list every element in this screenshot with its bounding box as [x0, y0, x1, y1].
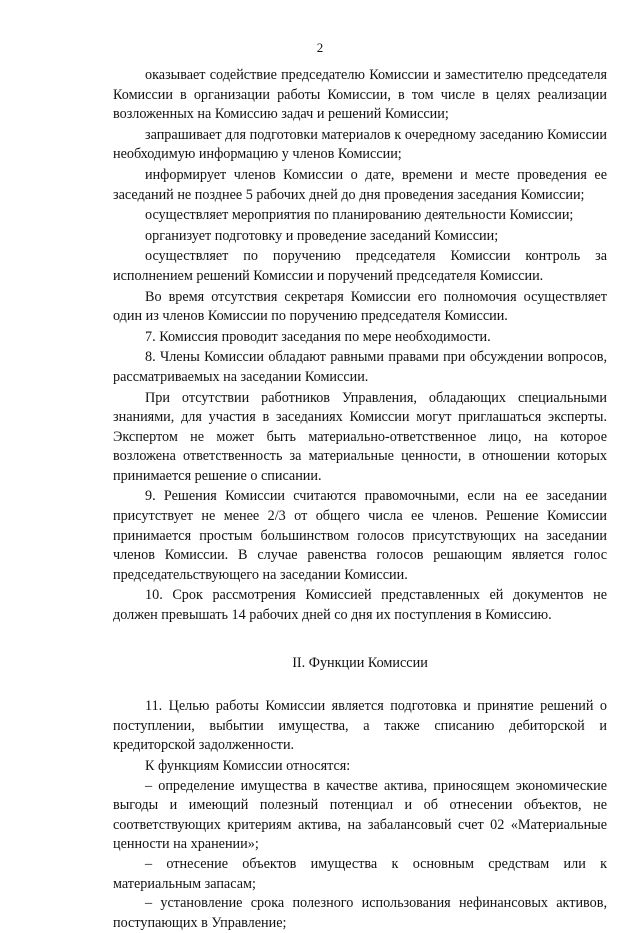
paragraph: 7. Комиссия проводит заседания по мере необходимости.: [145, 328, 491, 345]
paragraph: 10. Срок рассмотрения Комиссией представленных ей документов не должен превышать 14 рабочих дней со дня их поступления в Комиссию.: [113, 587, 607, 624]
paragraph: Во время отсутствия секретаря Комиссии его полномочия осуществляет один из членов Комиссии по поручению председателя Комиссии.: [113, 288, 607, 325]
list-item: – установление срока полезного использования нефинансовых активов, поступающих в Управление;: [113, 895, 607, 931]
paragraph: оказывает содействие председателю Комиссии и заместителю председателя Комиссии в организации работы Комиссии, в том числе в целях реализации возложенных на Комиссию задач и решений Комиссии;: [113, 67, 607, 123]
paragraph: При отсутствии работников Управления, обладающих специальными знаниями, для участия в заседаниях Комиссии могут приглашаться эксперты. Экспертом не может быть материально-ответственное лицо, на которое возложена ответственность за материальные ценности, в отношении которых принимается решение о списании.: [113, 389, 607, 484]
paragraph: информирует членов Комиссии о дате, времени и месте проведения ее заседаний не позднее 5 рабочих дней до дня проведения заседания Комиссии;: [113, 166, 607, 203]
paragraph: организует подготовку и проведение заседаний Комиссии;: [145, 227, 499, 244]
paragraph: осуществляет мероприятия по планированию деятельности Комиссии;: [145, 207, 574, 224]
paragraph: осуществляет по поручению председателя Комиссии контроль за исполнением решений Комиссии и поручений председателя Комиссии.: [113, 248, 607, 284]
paragraph: 9. Решения Комиссии считаются правомочными, если на ее заседании присутствует не менее 2/3 от общего числа ее членов. Решение Комиссии принимается простым большинством голосов присутствующих на заседании членов Комиссии. В случае равенства голосов решающим является голос председательствующего на заседании Комиссии.: [113, 488, 607, 583]
paragraph: запрашивает для подготовки материалов к очередному заседанию Комиссии необходимую информацию у членов Комиссии;: [113, 126, 607, 163]
paragraph: 11. Целью работы Комиссии является подготовка и принятие решений о поступлении, выбытии имущества, а также списанию дебиторской и кредиторской задолженности.: [113, 698, 607, 754]
page-number: 2: [316, 40, 324, 55]
list-item: – отнесение объектов имущества к основным средствам или к материальным запасам;: [113, 855, 607, 892]
paragraph: 8. Члены Комиссии обладают равными правами при обсуждении вопросов, рассматриваемых на заседании Комиссии.: [113, 349, 607, 385]
paragraph: К функциям Комиссии относятся:: [145, 758, 351, 774]
document-body: [113, 66, 607, 933]
list-item: – определение имущества в качестве актива, приносящем экономические выгоды и имеющий полезный потенциал и об отнесении объектов, не соответствующих критериям актива, на забалансовый счет 02 «Материальные ценности на хранении»;: [113, 777, 607, 853]
section-heading: II. Функции Комиссии: [292, 654, 428, 671]
